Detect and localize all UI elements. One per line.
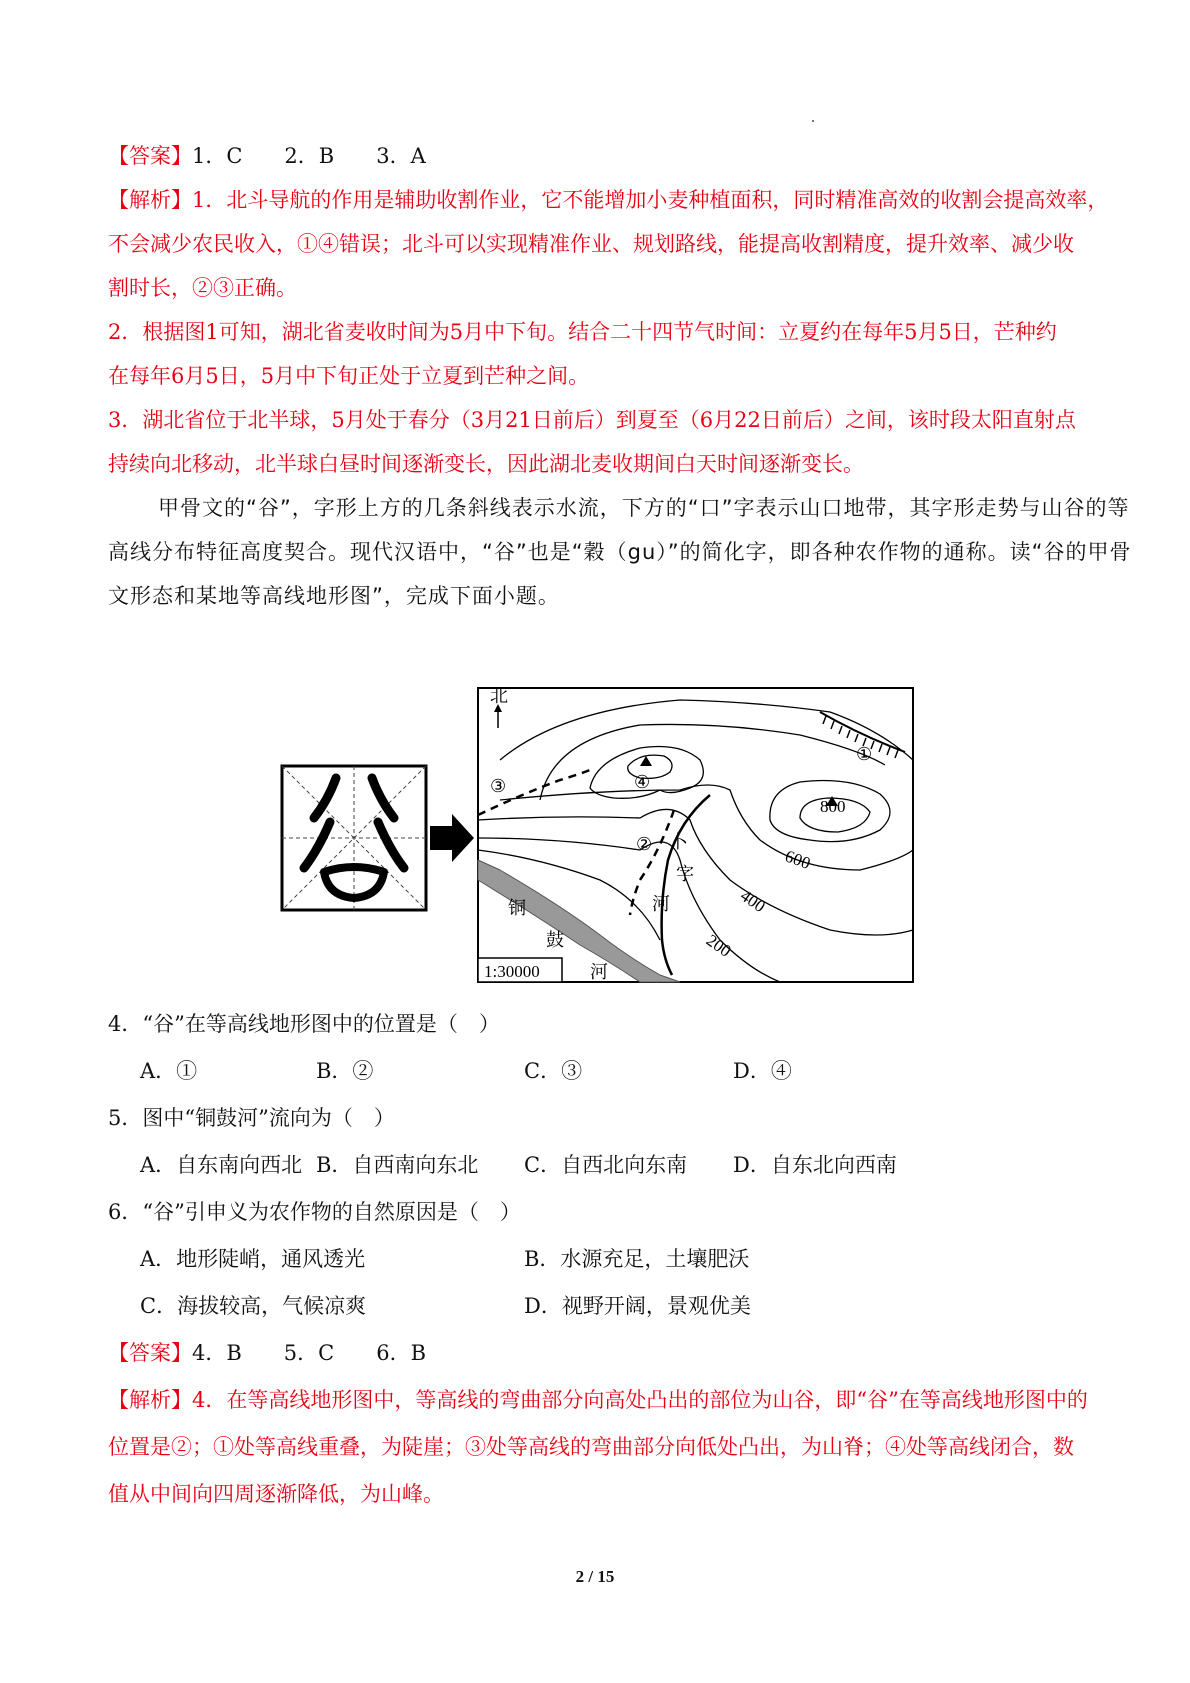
analysis-line-4: 2．根据图1可知，湖北省麦收时间为5月中下旬。结合二十四节气时间：立夏约在每年5月5日，芒种约 [108, 320, 1057, 344]
question-5-option-c[interactable]: C．自西北向东南 [524, 1153, 688, 1177]
passage-line-1: 甲骨文的“谷”，字形上方的几条斜线表示水流，下方的“口”字表示山口地带，其字形走势与山谷的等 [158, 496, 1130, 520]
answer-line-2 [108, 1339, 426, 1367]
big-river-char-1: 铜 [508, 898, 526, 919]
page-number: 2 / 15 [575, 1567, 615, 1586]
question-5-option-d[interactable]: D．自东北向西南 [733, 1153, 897, 1177]
answer-line-1 [108, 142, 426, 170]
answer-tag: 【答案】 [108, 144, 192, 168]
oracle-character-box [282, 766, 426, 910]
contour-label-200: 200 [702, 930, 735, 961]
contour-map-figure [270, 668, 920, 990]
marker-4: ④ [634, 772, 651, 793]
analysis-line-3: 割时长，②③正确。 [108, 276, 297, 300]
analysis-line-6: 3．湖北省位于北半球，5月处于春分（3月21日前后）到夏至（6月22日前后）之间，该时段太阳直射点 [108, 408, 1076, 432]
analysis2-line-1 [108, 1386, 1088, 1414]
question-6-option-a[interactable]: A．地形陡峭，通风透光 [140, 1247, 366, 1271]
contour-label-600: 600 [782, 846, 813, 873]
map [478, 688, 913, 982]
marker-1: ① [856, 744, 873, 765]
analysis-tag: 【解析】 [108, 1388, 192, 1412]
question-5-option-b[interactable]: B．自西南向东北 [316, 1153, 479, 1177]
big-river-char-2: 鼓 [546, 930, 564, 951]
analysis2-line-2: 位置是②；①处等高线重叠，为陡崖；③处等高线的弯曲部分向低处凸出，为山脊；④处等高线闭合，数 [108, 1435, 1074, 1459]
question-6-option-c[interactable]: C．海拔较高，气候凉爽 [140, 1294, 367, 1318]
north-label: 北 [490, 686, 508, 707]
contour-label-400: 400 [736, 886, 769, 917]
river-char-1: 卜 [670, 832, 688, 853]
scale-label: 1:30000 [484, 962, 540, 981]
question-4-option-a[interactable]: A．① [140, 1059, 198, 1083]
river-char-2: 字 [676, 864, 694, 885]
analysis-line-2: 不会减少农民收入，①④错误；北斗可以实现精准作业、规划路线，能提高收割精度，提升效率、减少收 [108, 232, 1074, 256]
contour-label-800: 800 [820, 797, 846, 816]
analysis-line-5: 在每年6月5日，5月中下旬正处于立夏到芒种之间。 [108, 364, 590, 388]
question-4-stem: 4．“谷”在等高线地形图中的位置是（ ） [108, 1012, 500, 1036]
passage-line-2: 高线分布特征高度契合。现代汉语中，“谷”也是“穀（gu）”的简化字，即各种农作物的通称。读“谷的甲骨 [108, 540, 1132, 564]
analysis2-line-3: 值从中间向四周逐渐降低，为山峰。 [108, 1482, 444, 1506]
analysis-tag: 【解析】 [108, 188, 192, 212]
marker-2: ② [636, 834, 653, 855]
analysis-line-1 [108, 186, 1108, 214]
answer-tag: 【答案】 [108, 1341, 192, 1365]
speck [812, 120, 814, 122]
arrow-right-icon [430, 814, 474, 862]
answer-text: 4．B 5．C 6．B [192, 1341, 427, 1365]
answer-text: 1．C 2．B 3．A [192, 144, 426, 168]
passage-line-3: 文形态和某地等高线地形图”，完成下面小题。 [108, 584, 560, 608]
question-4-option-b[interactable]: B．② [316, 1059, 374, 1083]
marker-3: ③ [490, 776, 507, 797]
question-6-stem: 6．“谷”引申义为农作物的自然原因是（ ） [108, 1200, 521, 1224]
river-char-3: 河 [652, 894, 670, 915]
question-5-stem: 5．图中“铜鼓河”流向为（ ） [108, 1106, 395, 1130]
question-6-option-d[interactable]: D．视野开阔，景观优美 [524, 1294, 751, 1318]
analysis-text: 1．北斗导航的作用是辅助收割作业，它不能增加小麦种植面积，同时精准高效的收割会提高效率， [192, 188, 1109, 212]
analysis-line-7: 持续向北移动，北半球白昼时间逐渐变长，因此湖北麦收期间白天时间逐渐变长。 [108, 452, 864, 476]
question-6-option-b[interactable]: B．水源充足，土壤肥沃 [524, 1247, 750, 1271]
question-5-option-a[interactable]: A．自东南向西北 [140, 1153, 303, 1177]
analysis-text: 4．在等高线地形图中，等高线的弯曲部分向高处凸出的部位为山谷，即“谷”在等高线地形图中的 [192, 1388, 1088, 1412]
question-4-option-d[interactable]: D．④ [733, 1059, 792, 1083]
big-river-char-3: 河 [590, 962, 608, 983]
question-4-option-c[interactable]: C．③ [524, 1059, 583, 1083]
